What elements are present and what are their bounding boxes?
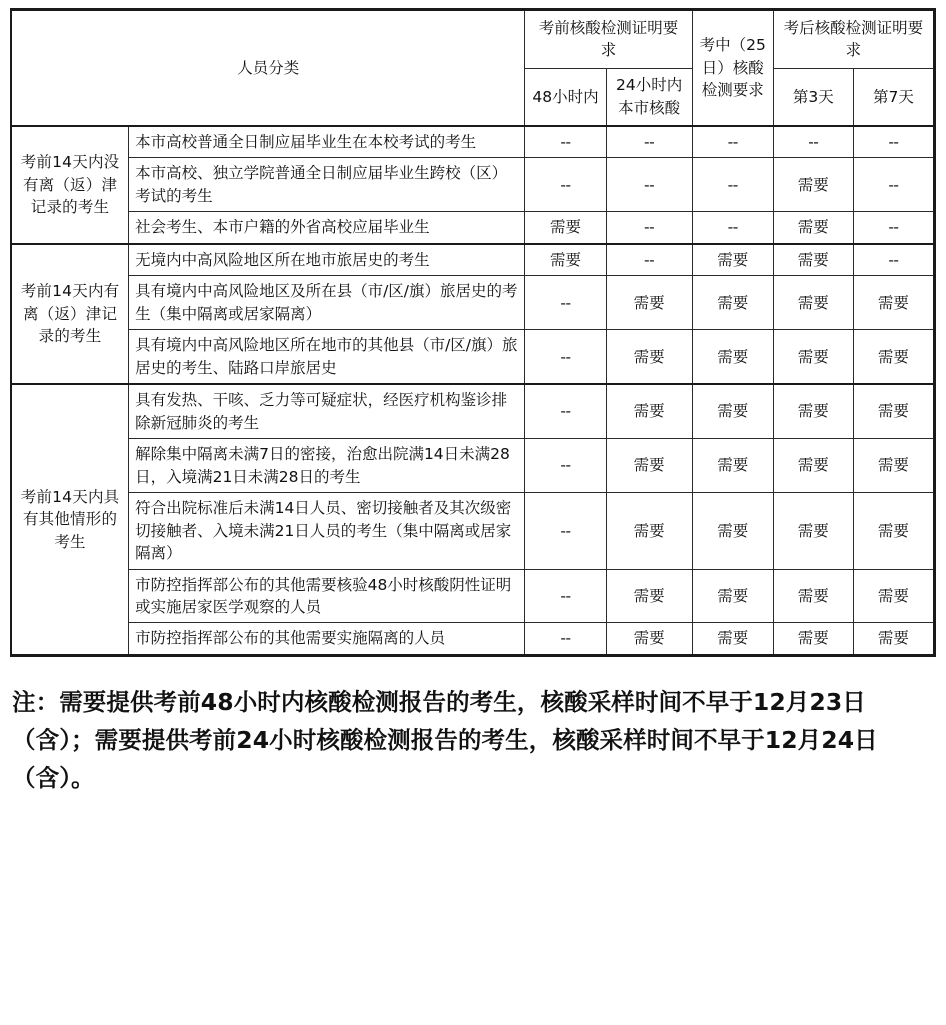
requirement-cell-pre-48h: -- [525,276,606,330]
requirement-cell-pre-48h: -- [525,493,606,569]
requirement-cell-post-day3: 需要 [773,330,853,384]
header-post-day7: 第7天 [853,68,934,126]
requirement-cell-pre-48h: -- [525,126,606,158]
requirement-cell-post-day7: 需要 [853,439,934,493]
requirement-cell-post-day3: 需要 [773,569,853,623]
requirement-cell-post-day7: 需要 [853,330,934,384]
requirement-cell-post-day7: -- [853,244,934,276]
group-label-cell: 考前14天内没有离（返）津记录的考生 [11,126,129,244]
table-row [11,212,935,244]
requirement-cell-during-exam: 需要 [692,244,773,276]
requirement-cell-post-day3: 需要 [773,212,853,244]
requirement-cell-post-day3: 需要 [773,439,853,493]
requirement-cell-during-exam: 需要 [692,384,773,438]
requirement-cell-post-day3: 需要 [773,276,853,330]
requirement-cell-during-exam: 需要 [692,493,773,569]
table-row [11,330,935,384]
group-label-cell: 考前14天内具有其他情形的考生 [11,384,129,655]
requirement-cell-post-day3: 需要 [773,158,853,212]
requirement-cell-post-day3: 需要 [773,623,853,655]
requirement-cell-post-day7: 需要 [853,276,934,330]
requirement-cell-during-exam: 需要 [692,623,773,655]
requirement-cell-during-exam: -- [692,126,773,158]
requirement-cell-post-day3: -- [773,126,853,158]
requirement-cell-pre-24h-local: -- [606,126,692,158]
category-description-cell: 市防控指挥部公布的其他需要实施隔离的人员 [129,623,525,655]
requirement-cell-pre-24h-local: 需要 [606,569,692,623]
requirement-cell-during-exam: 需要 [692,569,773,623]
requirement-cell-post-day3: 需要 [773,493,853,569]
header-pre-exam-group: 考前核酸检测证明要求 [525,10,692,69]
category-description-cell: 本市高校、独立学院普通全日制应届毕业生跨校（区）考试的考生 [129,158,525,212]
requirement-cell-post-day7: 需要 [853,493,934,569]
category-description-cell: 无境内中高风险地区所在地市旅居史的考生 [129,244,525,276]
table-header [11,10,935,127]
table-row [11,569,935,623]
category-description-cell: 市防控指挥部公布的其他需要核验48小时核酸阴性证明或实施居家医学观察的人员 [129,569,525,623]
category-description-cell: 符合出院标准后未满14日人员、密切接触者及其次级密切接触者、入境未满21日人员的考生（集中隔离或居家隔离） [129,493,525,569]
requirement-cell-pre-24h-local: -- [606,244,692,276]
requirement-cell-post-day7: 需要 [853,384,934,438]
requirement-cell-post-day7: -- [853,126,934,158]
requirement-cell-pre-48h: 需要 [525,244,606,276]
table-row [11,493,935,569]
category-description-cell: 社会考生、本市户籍的外省高校应届毕业生 [129,212,525,244]
requirement-cell-post-day7: 需要 [853,623,934,655]
header-during-exam: 考中（25日）核酸检测要求 [692,10,773,127]
requirement-cell-post-day3: 需要 [773,384,853,438]
requirement-cell-during-exam: 需要 [692,330,773,384]
table-note: 注：需要提供考前48小时内核酸检测报告的考生，核酸采样时间不早于12月23日（含）；需要提供考前24小时核酸检测报告的考生，核酸采样时间不早于12月24日（含）。 [12,687,878,793]
header-persons-category: 人员分类 [11,10,525,127]
requirement-cell-during-exam: -- [692,212,773,244]
table-row [11,384,935,438]
requirement-cell-pre-24h-local: 需要 [606,276,692,330]
requirement-cell-during-exam: -- [692,158,773,212]
requirement-cell-pre-24h-local: -- [606,212,692,244]
category-description-cell: 解除集中隔离未满7日的密接，治愈出院满14日未满28日，入境满21日未满28日的考生 [129,439,525,493]
table-body [11,126,935,655]
table-row [11,158,935,212]
requirement-cell-post-day3: 需要 [773,244,853,276]
requirement-cell-pre-24h-local: -- [606,158,692,212]
category-description-cell: 具有发热、干咳、乏力等可疑症状，经医疗机构鉴诊排除新冠肺炎的考生 [129,384,525,438]
requirement-cell-pre-48h: 需要 [525,212,606,244]
header-post-exam-group: 考后核酸检测证明要求 [773,10,934,69]
requirement-cell-during-exam: 需要 [692,439,773,493]
category-description-cell: 具有境内中高风险地区及所在县（市/区/旗）旅居史的考生（集中隔离或居家隔离） [129,276,525,330]
table-row [11,623,935,655]
requirement-cell-post-day7: -- [853,158,934,212]
requirement-cell-post-day7: -- [853,212,934,244]
requirement-cell-pre-48h: -- [525,158,606,212]
group-label-cell: 考前14天内有离（返）津记录的考生 [11,244,129,384]
requirement-cell-pre-24h-local: 需要 [606,493,692,569]
requirement-cell-pre-24h-local: 需要 [606,439,692,493]
requirement-cell-during-exam: 需要 [692,276,773,330]
header-pre-24h-local: 24小时内本市核酸 [606,68,692,126]
table-row [11,439,935,493]
nucleic-acid-requirements-table [10,8,936,657]
requirement-cell-pre-24h-local: 需要 [606,330,692,384]
requirement-cell-pre-48h: -- [525,439,606,493]
requirement-cell-pre-48h: -- [525,623,606,655]
requirement-cell-pre-48h: -- [525,384,606,438]
requirement-cell-post-day7: 需要 [853,569,934,623]
header-post-day3: 第3天 [773,68,853,126]
requirement-cell-pre-24h-local: 需要 [606,384,692,438]
table-row [11,276,935,330]
requirement-cell-pre-48h: -- [525,330,606,384]
requirement-cell-pre-48h: -- [525,569,606,623]
table-row [11,244,935,276]
table-row [11,126,935,158]
category-description-cell: 本市高校普通全日制应届毕业生在本校考试的考生 [129,126,525,158]
header-pre-48h: 48小时内 [525,68,606,126]
requirement-cell-pre-24h-local: 需要 [606,623,692,655]
header-row-top [11,10,935,69]
category-description-cell: 具有境内中高风险地区所在地市的其他县（市/区/旗）旅居史的考生、陆路口岸旅居史 [129,330,525,384]
